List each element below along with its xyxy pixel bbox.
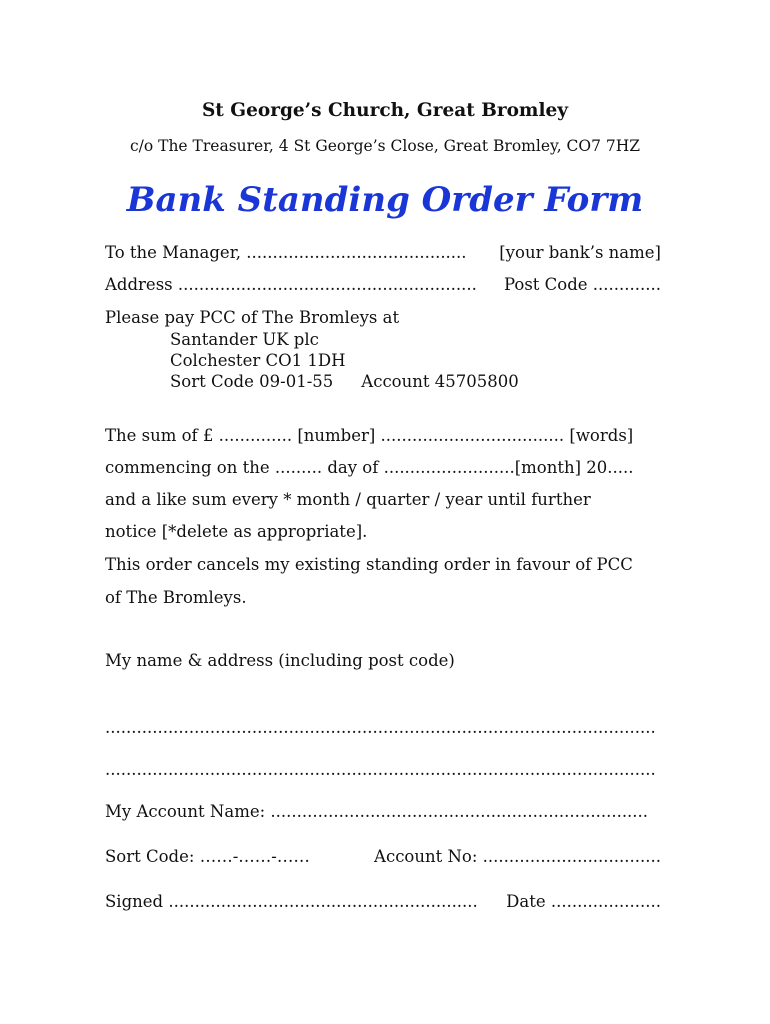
payee-bank-name: Santander UK plc <box>170 330 319 349</box>
account-name-field: My Account Name: ........................................................................ <box>105 802 649 821</box>
amount-line-3: and a like sum every * month / quarter / year until further <box>105 490 591 509</box>
amount-line-2: commencing on the ......... day of .........................[month] 20..... <box>105 458 634 477</box>
bank-address-row <box>105 275 661 295</box>
name-address-label: My name & address (including post code) <box>105 651 455 670</box>
form-title: Bank Standing Order Form <box>126 180 644 220</box>
bank-name-hint: [your bank’s name] <box>499 243 661 262</box>
payee-sort-code: Sort Code 09-01-55 <box>170 372 334 391</box>
payee-details-row <box>170 372 519 392</box>
payee-bank-town: Colchester CO1 1DH <box>170 351 346 370</box>
amount-line-6: of The Bromleys. <box>105 588 247 607</box>
payer-account-no-field: Account No: .................................. <box>374 847 661 866</box>
signature-field: Signed ........................................................... <box>105 892 478 911</box>
bank-postcode-field: Post Code ............. <box>503 275 661 294</box>
manager-row <box>105 243 661 263</box>
payer-sort-code-field: Sort Code: ……-……-…… <box>105 847 310 866</box>
church-name: St George’s Church, Great Bromley <box>201 100 569 121</box>
amount-line-5: This order cancels my existing standing order in favour of PCC <box>105 555 633 574</box>
date-field: Date ..................... <box>506 892 661 911</box>
bank-address-field: Address ......................................................... <box>105 275 477 294</box>
name-address-line-1: ......................................................................................................... <box>105 718 656 737</box>
treasurer-address: c/o The Treasurer, 4 St George’s Close, Great Bromley, CO7 7HZ <box>129 137 641 155</box>
manager-field: To the Manager, .......................................... <box>105 243 467 262</box>
payee-account: Account 45705800 <box>361 372 519 391</box>
amount-line-4: notice [*delete as appropriate]. <box>105 522 368 541</box>
pay-instruction: Please pay PCC of The Bromleys at <box>105 308 400 327</box>
sort-account-row <box>105 847 661 867</box>
amount-line-1: The sum of £ .............. [number] ................................... [words] <box>105 426 634 445</box>
signature-row <box>105 892 661 912</box>
name-address-line-2: ......................................................................................................... <box>105 760 656 779</box>
